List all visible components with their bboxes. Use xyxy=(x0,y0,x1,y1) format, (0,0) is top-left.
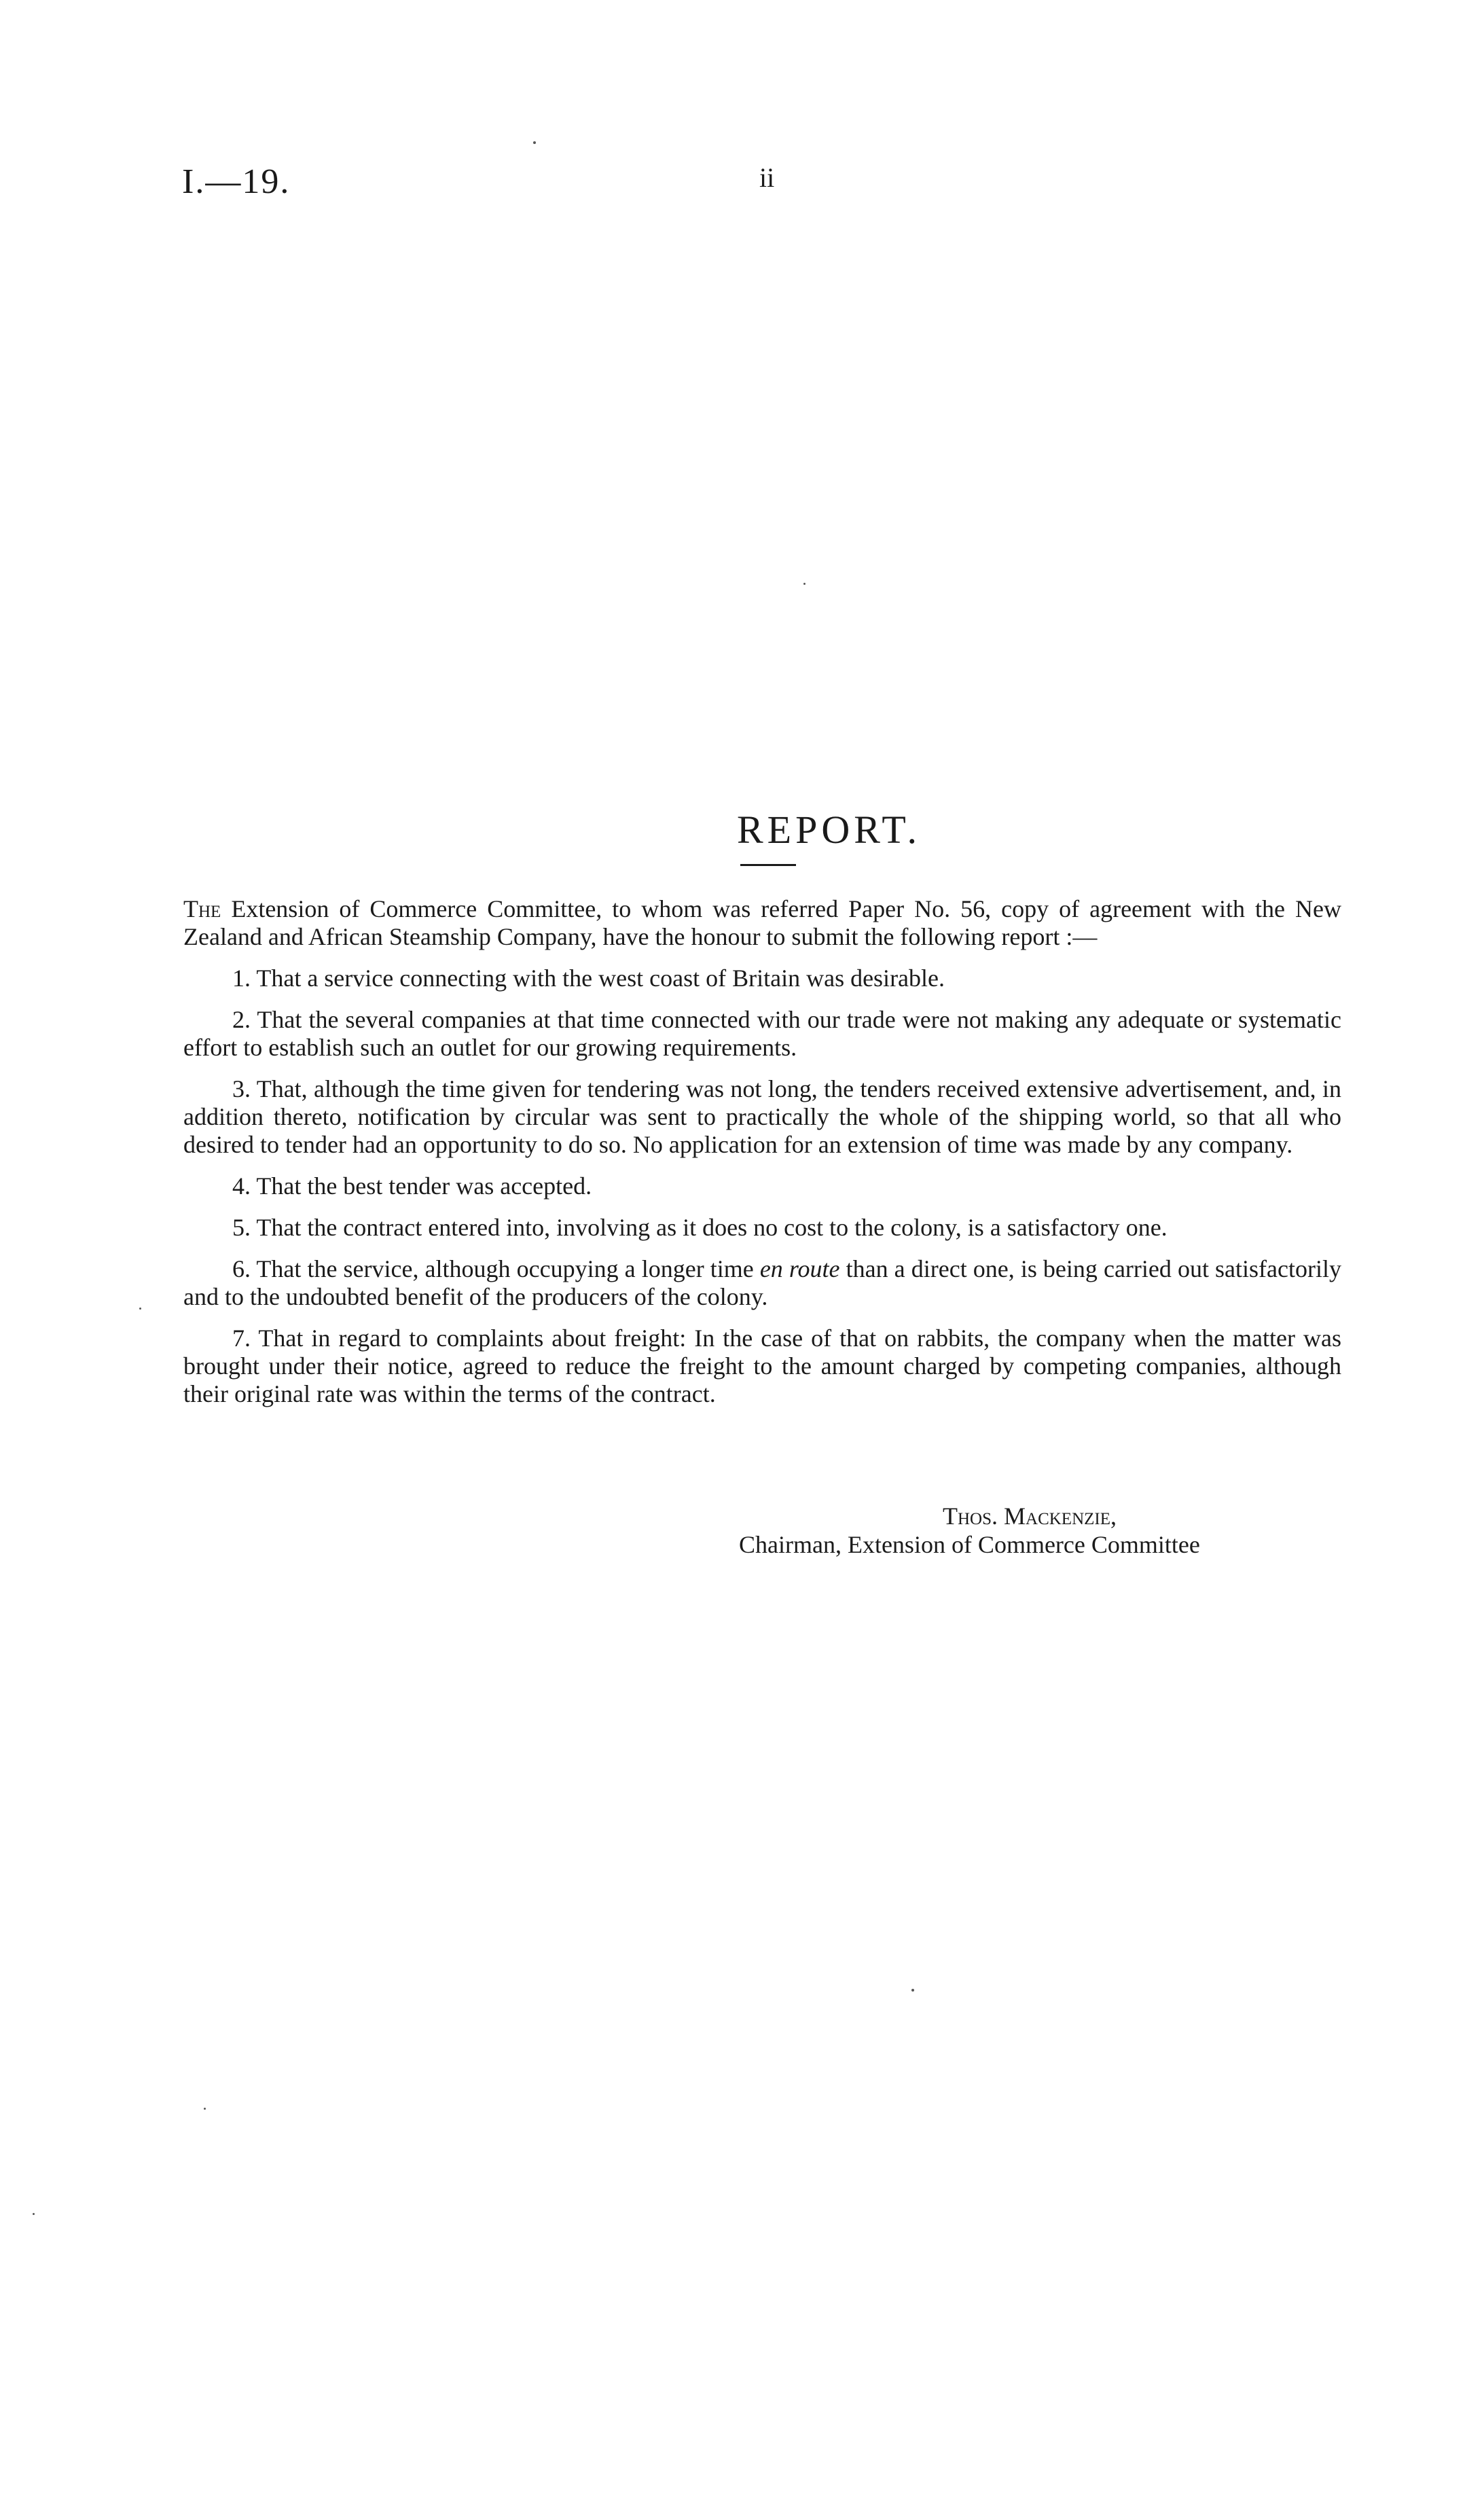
intro-lead: The xyxy=(183,895,221,922)
report-item-2: 2. That the several companies at that time connected with our trade were not making any adequate or systematic effort to establish such an outlet for our growing requirements. xyxy=(183,1006,1341,1061)
report-item-7: 7. That in regard to complaints about freight: In the case of that on rabbits, the company when the matter was brought under their notice, agreed to reduce the freight to the amount charged by competing companies, although their original rate was within the terms of the contract. xyxy=(183,1325,1341,1407)
signature-name: Thos. Mackenzie, xyxy=(943,1502,1117,1530)
item6-italic: en route xyxy=(759,1255,840,1282)
print-speck xyxy=(803,583,806,585)
item6-before: 6. That the service, although occupying a longer time xyxy=(232,1255,760,1282)
intro-paragraph xyxy=(183,895,1341,951)
header-reference: I.—19. xyxy=(182,162,291,201)
page-number: ii xyxy=(759,162,775,193)
print-speck xyxy=(139,1308,141,1310)
print-speck xyxy=(204,2108,206,2110)
report-item-1: 1. That a service connecting with the west coast of Britain was desirable. xyxy=(232,965,945,992)
print-speck xyxy=(33,2213,35,2215)
item6-after: than a direct one, is being carried out satisfactorily and to the undoubted benefit of the producers of the colony. xyxy=(183,1255,1341,1310)
report-body xyxy=(183,895,1341,1422)
intro-text: Extension of Commerce Committee, to whom was referred Paper No. 56, copy of agreement with the New Zealand and African Steamship Company, have the honour to submit the following report :— xyxy=(183,895,1341,950)
report-item-6 xyxy=(183,1255,1341,1311)
report-item-5: 5. That the contract entered into, involving as it does no cost to the colony, is a satisfactory one. xyxy=(232,1214,1168,1241)
title-rule xyxy=(740,864,796,866)
report-item-3: 3. That, although the time given for tendering was not long, the tenders received extensive advertisement, and, in addition thereto, notification by circular was sent to practically the whole of the shipping world, so that all who desired to tender had an opportunity to do so. No application for an extension of time was made by any company. xyxy=(183,1075,1341,1158)
report-title: REPORT. xyxy=(736,808,922,852)
report-item-4: 4. That the best tender was accepted. xyxy=(232,1172,592,1200)
print-speck xyxy=(533,141,536,144)
signature-title: Chairman, Extension of Commerce Committee xyxy=(739,1531,1200,1558)
print-speck xyxy=(911,1989,914,1992)
